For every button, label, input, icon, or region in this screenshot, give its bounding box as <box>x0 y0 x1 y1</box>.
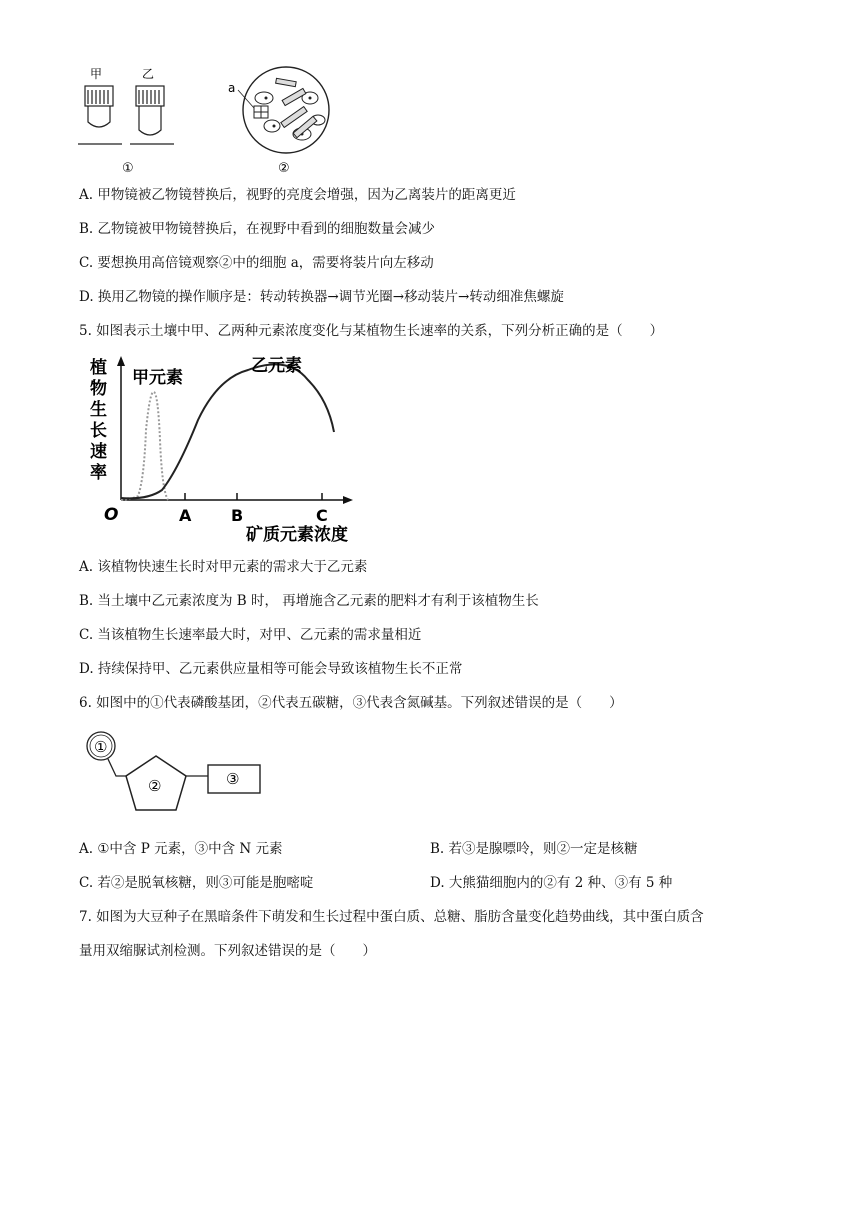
label-a: a <box>228 81 236 95</box>
series-jia-label: 甲元素 <box>132 368 183 388</box>
ylabel-char: 速 <box>90 442 107 462</box>
label-yi: 乙 <box>142 67 155 81</box>
q7-stem-line2: 量用双缩脲试剂检测。下列叙述错误的是（ ） <box>79 943 376 959</box>
ylabel-char: 长 <box>90 421 107 441</box>
q6-option-d: D. 大熊猫细胞内的②有 2 种、③有 5 种 <box>430 875 673 891</box>
growth-rate-chart <box>88 350 368 550</box>
series-yi-label: 乙元素 <box>251 356 302 376</box>
q5-option-c: C. 当该植物生长速率最大时，对甲、乙元素的需求量相近 <box>79 627 422 643</box>
q6-option-c: C. 若②是脱氧核糖，则③可能是胞嘧啶 <box>79 875 314 891</box>
q7-stem-line1: 7. 如图为大豆种子在黑暗条件下萌发和生长过程中蛋白质、总糖、脂肪含量变化趋势曲线，其中蛋白质含 <box>79 909 704 925</box>
q4-option-a: A. 甲物镜被乙物镜替换后，视野的亮度会增强，因为乙离装片的距离更近 <box>79 187 516 203</box>
bond-1 <box>108 759 128 776</box>
q4-option-c: C. 要想换用高倍镜观察②中的细胞 a，需要将装片向左移动 <box>79 255 434 271</box>
x-tick-label: B <box>231 506 244 525</box>
x-axis-label: 矿质元素浓度 <box>246 525 348 545</box>
q6-option-b: B. 若③是腺嘌呤，则②一定是核糖 <box>430 841 638 857</box>
label-jia: 甲 <box>90 67 103 81</box>
q4-option-b: B. 乙物镜被甲物镜替换后，在视野中看到的细胞数量会减少 <box>79 221 436 237</box>
ylabel-char: 植 <box>90 358 107 378</box>
q6-option-a: A. ①中含 P 元素，③中含 N 元素 <box>79 841 283 857</box>
chart-ylabel <box>90 357 107 483</box>
nucleotide-figure <box>82 728 282 820</box>
label-num1: ① <box>122 161 134 176</box>
x-tick-label: C <box>316 506 328 525</box>
x-axis-arrow <box>343 496 353 504</box>
pentose-label: ② <box>148 777 162 795</box>
x-ticks <box>179 493 328 525</box>
q5-option-a: A. 该植物快速生长时对甲元素的需求大于乙元素 <box>79 559 368 575</box>
label-num2: ② <box>278 161 290 176</box>
ylabel-char: 生 <box>90 400 107 420</box>
q4-option-d: D. 换用乙物镜的操作顺序是：转动转换器→调节光圈→移动装片→转动细准焦螺旋 <box>79 289 564 305</box>
objective-yi-icon <box>136 86 164 135</box>
series-jia-line <box>121 392 168 500</box>
q5-stem: 5. 如图表示土壤中甲、乙两种元素浓度变化与某植物生长速率的关系，下列分析正确的是（ ） <box>79 323 664 339</box>
x-tick-label: A <box>179 506 192 525</box>
ylabel-char: 物 <box>90 379 107 399</box>
ylabel-char: 率 <box>90 463 107 483</box>
microscope-figure <box>70 62 330 180</box>
field-of-view-icon <box>238 67 329 153</box>
q5-option-d: D. 持续保持甲、乙元素供应量相等可能会导致该植物生长不正常 <box>79 661 463 677</box>
base-label: ③ <box>226 770 240 788</box>
origin-label: O <box>104 505 119 525</box>
q5-option-b: B. 当土壤中乙元素浓度为 B 时， 再增施含乙元素的肥料才有利于该植物生长 <box>79 593 539 609</box>
q6-stem: 6. 如图中的①代表磷酸基团，②代表五碳糖，③代表含氮碱基。下列叙述错误的是（ ） <box>79 695 623 711</box>
y-axis-arrow <box>117 356 125 366</box>
objective-jia-icon <box>85 86 113 127</box>
phosphate-label: ① <box>94 738 108 756</box>
